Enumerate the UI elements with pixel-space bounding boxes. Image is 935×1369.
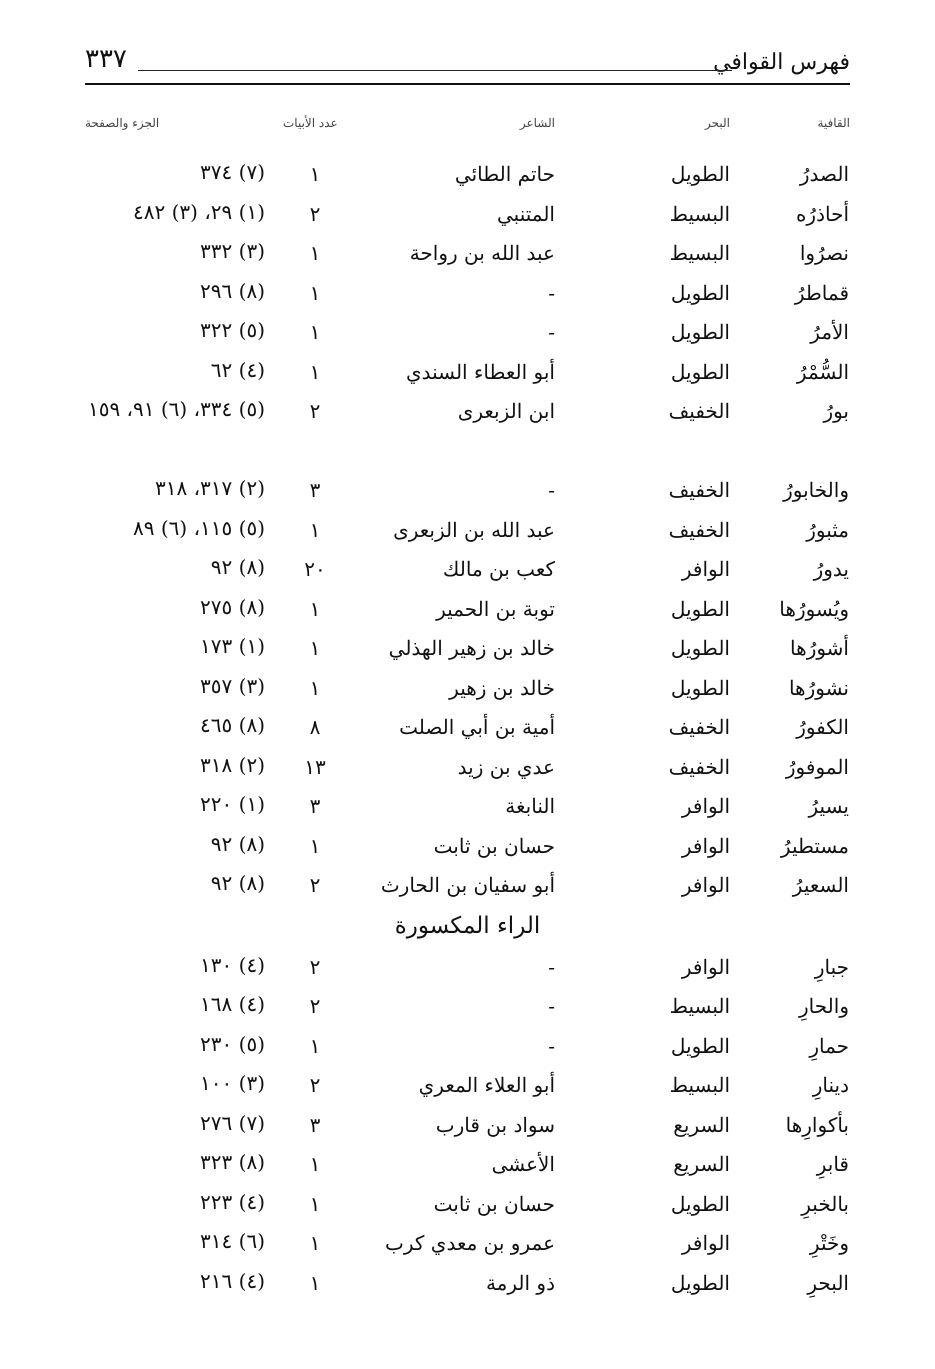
- index-row: [0, 1146, 935, 1186]
- volume-page-reference: (٨) ٩٢: [210, 831, 265, 856]
- verse-count: ١: [309, 1270, 321, 1295]
- index-row: [0, 988, 935, 1028]
- meter: الخفيف: [668, 754, 730, 779]
- index-row: [0, 670, 935, 710]
- index-row: [0, 1067, 935, 1107]
- verse-count: ٢: [309, 954, 321, 979]
- page-number: ٣٣٧: [85, 44, 127, 74]
- verse-count: ٢٠: [304, 557, 326, 581]
- verse-count: ٢: [309, 201, 321, 226]
- index-row: [0, 788, 935, 828]
- volume-page-reference: (٨) ٤٦٥: [200, 713, 265, 737]
- index-row: [0, 1186, 935, 1226]
- volume-page-reference: (٥) ٣٣٤، (٦) ٩١، ١٥٩: [87, 397, 265, 421]
- meter: الطويل: [670, 162, 730, 186]
- poet-name: -: [548, 280, 555, 305]
- poet-name: -: [548, 320, 555, 344]
- meter: البسيط: [669, 241, 730, 265]
- index-row: [0, 1028, 935, 1068]
- meter: الوافر: [681, 954, 730, 979]
- poet-name: أمية بن أبي الصلت: [399, 715, 555, 739]
- index-row: [0, 196, 935, 236]
- verse-count: ١: [309, 1152, 321, 1176]
- meter: الوافر: [681, 873, 730, 897]
- volume-page-reference: (١) ٢٩، (٣) ٤٨٢: [133, 199, 265, 224]
- rhyme-word: نشورُها: [788, 675, 849, 700]
- rhyme-word: والحارِ: [799, 994, 849, 1018]
- verse-count: ١: [309, 1191, 321, 1216]
- index-row: [0, 591, 935, 631]
- rhyme-word: الموفورُ: [785, 754, 849, 779]
- index-row: [0, 156, 935, 196]
- poet-name: -: [548, 994, 555, 1018]
- index-row: [0, 472, 935, 512]
- volume-page-reference: (٢) ٣١٨: [200, 752, 265, 777]
- index-row: [0, 630, 935, 670]
- poet-name: أبو العطاء السندي: [405, 359, 555, 384]
- poet-name: أبو سفيان بن الحارث: [380, 873, 555, 897]
- volume-page-reference: (٣) ١٠٠: [200, 1071, 265, 1095]
- rhyme-word: وخَتْرِ: [809, 1231, 849, 1255]
- rhyme-word: بالخبرِ: [801, 1191, 849, 1216]
- volume-page-reference: (٥) ٣٢٢: [200, 318, 265, 342]
- poet-name: المتنبي: [497, 201, 555, 226]
- verse-count: ١: [309, 636, 321, 660]
- poet-name: -: [548, 1033, 555, 1058]
- rhyme-word: دينارِ: [812, 1073, 849, 1097]
- meter: الوافر: [681, 557, 730, 581]
- meter: الوافر: [681, 794, 730, 818]
- verse-count: ١: [309, 280, 321, 305]
- verse-count: ٣: [309, 794, 321, 818]
- meter: البسيط: [669, 201, 730, 226]
- rhyme-word: أشورُها: [790, 636, 849, 660]
- section-row: [0, 907, 935, 949]
- poet-name: -: [548, 478, 555, 502]
- poet-name: الأعشى: [491, 1152, 555, 1176]
- rhyme-word: ويُسورُها: [779, 596, 849, 621]
- verse-count: ١: [309, 833, 321, 858]
- meter: الطويل: [670, 320, 730, 344]
- meter: الطويل: [670, 1033, 730, 1058]
- volume-page-reference: (٦) ٣١٤: [200, 1229, 265, 1253]
- volume-page-reference: (٤) ٦٢: [210, 357, 265, 382]
- rhyme-word: نصرُوا: [799, 241, 849, 265]
- poet-name: خالد بن زهير الهذلي: [388, 636, 555, 660]
- volume-page-reference: (٨) ٢٧٥: [200, 594, 265, 619]
- index-row: [0, 551, 935, 591]
- meter: السريع: [673, 1112, 730, 1137]
- meter: السريع: [673, 1152, 730, 1176]
- volume-page-reference: (٥) ١١٥، (٦) ٨٩: [133, 515, 265, 540]
- rhyme-word: يدورُ: [813, 557, 849, 581]
- volume-page-reference: (٥) ٢٣٠: [200, 1031, 265, 1056]
- rhyme-word: السُّمْرُ: [796, 359, 849, 384]
- header-rule: [85, 83, 850, 85]
- volume-page-reference: (٧) ٣٧٤: [200, 160, 265, 184]
- verse-count: ٢: [309, 873, 321, 897]
- meter: الخفيف: [668, 478, 730, 502]
- meter: البسيط: [669, 994, 730, 1018]
- verse-count: ٨: [309, 715, 321, 739]
- verse-count: ١: [309, 162, 321, 186]
- meter: الخفيف: [668, 517, 730, 542]
- verse-count: ٢: [309, 1073, 321, 1097]
- volume-page-reference: (٤) ٢١٦: [200, 1268, 265, 1293]
- verse-count: ١٣: [304, 754, 326, 779]
- verse-count: ١: [309, 241, 321, 265]
- rhyme-word: مثبورُ: [806, 517, 849, 542]
- column-heading-poet: الشاعر: [519, 116, 555, 130]
- volume-page-reference: (٢) ٣١٧، ٣١٨: [154, 476, 265, 500]
- meter: الوافر: [681, 833, 730, 858]
- index-row: [0, 235, 935, 275]
- rhyme-word: السعيرُ: [792, 873, 849, 897]
- verse-count: ١: [309, 596, 321, 621]
- column-heading-qafiya: القافية: [817, 116, 850, 130]
- poet-name: عبد الله بن رواحة: [409, 241, 555, 265]
- poet-name: ابن الزبعرى: [457, 399, 555, 423]
- poet-name: ذو الرمة: [485, 1270, 555, 1295]
- volume-page-reference: (٤) ١٦٨: [200, 992, 265, 1016]
- volume-page-reference: (١) ٢٢٠: [200, 792, 265, 816]
- index-row: [0, 512, 935, 552]
- verse-count: ١: [309, 320, 321, 344]
- meter: الطويل: [670, 280, 730, 305]
- verse-count: ٢: [309, 399, 321, 423]
- meter: الطويل: [670, 1191, 730, 1216]
- volume-page-reference: (٨) ٩٢: [210, 555, 265, 579]
- index-row: [0, 709, 935, 749]
- rhyme-word: والخابورُ: [783, 478, 849, 502]
- meter: الخفيف: [668, 399, 730, 423]
- rhyme-word: حمارِ: [809, 1033, 849, 1058]
- index-row: [0, 1107, 935, 1147]
- volume-page-reference: (٨) ٣٢٣: [200, 1150, 265, 1174]
- meter: الخفيف: [668, 715, 730, 739]
- index-row: [0, 949, 935, 989]
- index-row: [0, 1225, 935, 1265]
- poet-name: خالد بن زهير: [449, 675, 555, 700]
- meter: الطويل: [670, 675, 730, 700]
- section-title: الراء المكسورة: [394, 912, 541, 939]
- volume-page-reference: (٤) ٢٢٣: [200, 1189, 265, 1214]
- meter: الطويل: [670, 359, 730, 384]
- poet-name: عمرو بن معدي كرب: [385, 1231, 555, 1255]
- meter: الوافر: [681, 1231, 730, 1255]
- volume-page-reference: (٨) ٩٢: [210, 871, 265, 895]
- poet-name: النابغة: [505, 794, 555, 818]
- index-row: [0, 1265, 935, 1305]
- poet-name: توبة بن الحمير: [436, 596, 555, 621]
- poet-name: عبد الله بن الزبعرى: [393, 517, 555, 542]
- poet-name: حسان بن ثابت: [433, 833, 555, 858]
- header-leader-line: [138, 70, 732, 71]
- rhyme-word: بأكوارِها: [785, 1112, 849, 1137]
- rhyme-word: الصدرُ: [799, 162, 849, 186]
- rhyme-word: البحرِ: [807, 1270, 849, 1295]
- index-row: [0, 354, 935, 394]
- index-row: [0, 393, 935, 472]
- verse-count: ٣: [309, 478, 321, 502]
- poet-name: أبو العلاء المعري: [418, 1073, 555, 1097]
- meter: البسيط: [669, 1073, 730, 1097]
- poet-name: كعب بن مالك: [442, 557, 555, 581]
- meter: الطويل: [670, 596, 730, 621]
- rhyme-word: مستطيرُ: [780, 833, 849, 858]
- index-row: [0, 867, 935, 907]
- verse-count: ٣: [309, 1112, 321, 1137]
- column-heading-verse-count: عدد الأبيات: [283, 116, 338, 130]
- index-row: [0, 275, 935, 315]
- rhyme-word: أحاذرُه: [795, 201, 849, 226]
- rhyme-word: الأمرُ: [810, 320, 849, 344]
- rhyme-word: يسيرُ: [808, 794, 849, 818]
- verse-count: ١: [309, 517, 321, 542]
- verse-count: ١: [309, 1033, 321, 1058]
- rhyme-word: جبارِ: [814, 954, 849, 979]
- column-heading-volume-page: الجزء والصفحة: [85, 116, 160, 130]
- rhyme-word: بورُ: [823, 399, 849, 423]
- volume-page-reference: (٨) ٢٩٦: [200, 278, 265, 303]
- verse-count: ١: [309, 359, 321, 384]
- index-row: [0, 314, 935, 354]
- volume-page-reference: (٤) ١٣٠: [200, 952, 265, 977]
- poet-name: -: [548, 954, 555, 979]
- poet-name: سواد بن قارب: [435, 1112, 555, 1137]
- meter: الطويل: [670, 636, 730, 660]
- poet-name: عدي بن زيد: [457, 754, 555, 779]
- poet-name: حسان بن ثابت: [433, 1191, 555, 1216]
- running-title: فهرس القوافي: [713, 50, 850, 75]
- verse-count: ٢: [309, 994, 321, 1018]
- index-table: [0, 156, 935, 1304]
- meter: الطويل: [670, 1270, 730, 1295]
- volume-page-reference: (٣) ٣٥٧: [200, 673, 265, 698]
- volume-page-reference: (٧) ٢٧٦: [200, 1110, 265, 1135]
- rhyme-word: قماطرُ: [794, 280, 849, 305]
- rhyme-word: الكفورُ: [796, 715, 849, 739]
- column-heading-bahr: البحر: [705, 116, 730, 130]
- rhyme-word: قابرِ: [816, 1152, 849, 1176]
- verse-count: ١: [309, 675, 321, 700]
- index-row: [0, 828, 935, 868]
- index-row: [0, 749, 935, 789]
- volume-page-reference: (٣) ٣٣٢: [200, 239, 265, 263]
- volume-page-reference: (١) ١٧٣: [200, 634, 265, 658]
- verse-count: ١: [309, 1231, 321, 1255]
- poet-name: حاتم الطائي: [454, 162, 555, 186]
